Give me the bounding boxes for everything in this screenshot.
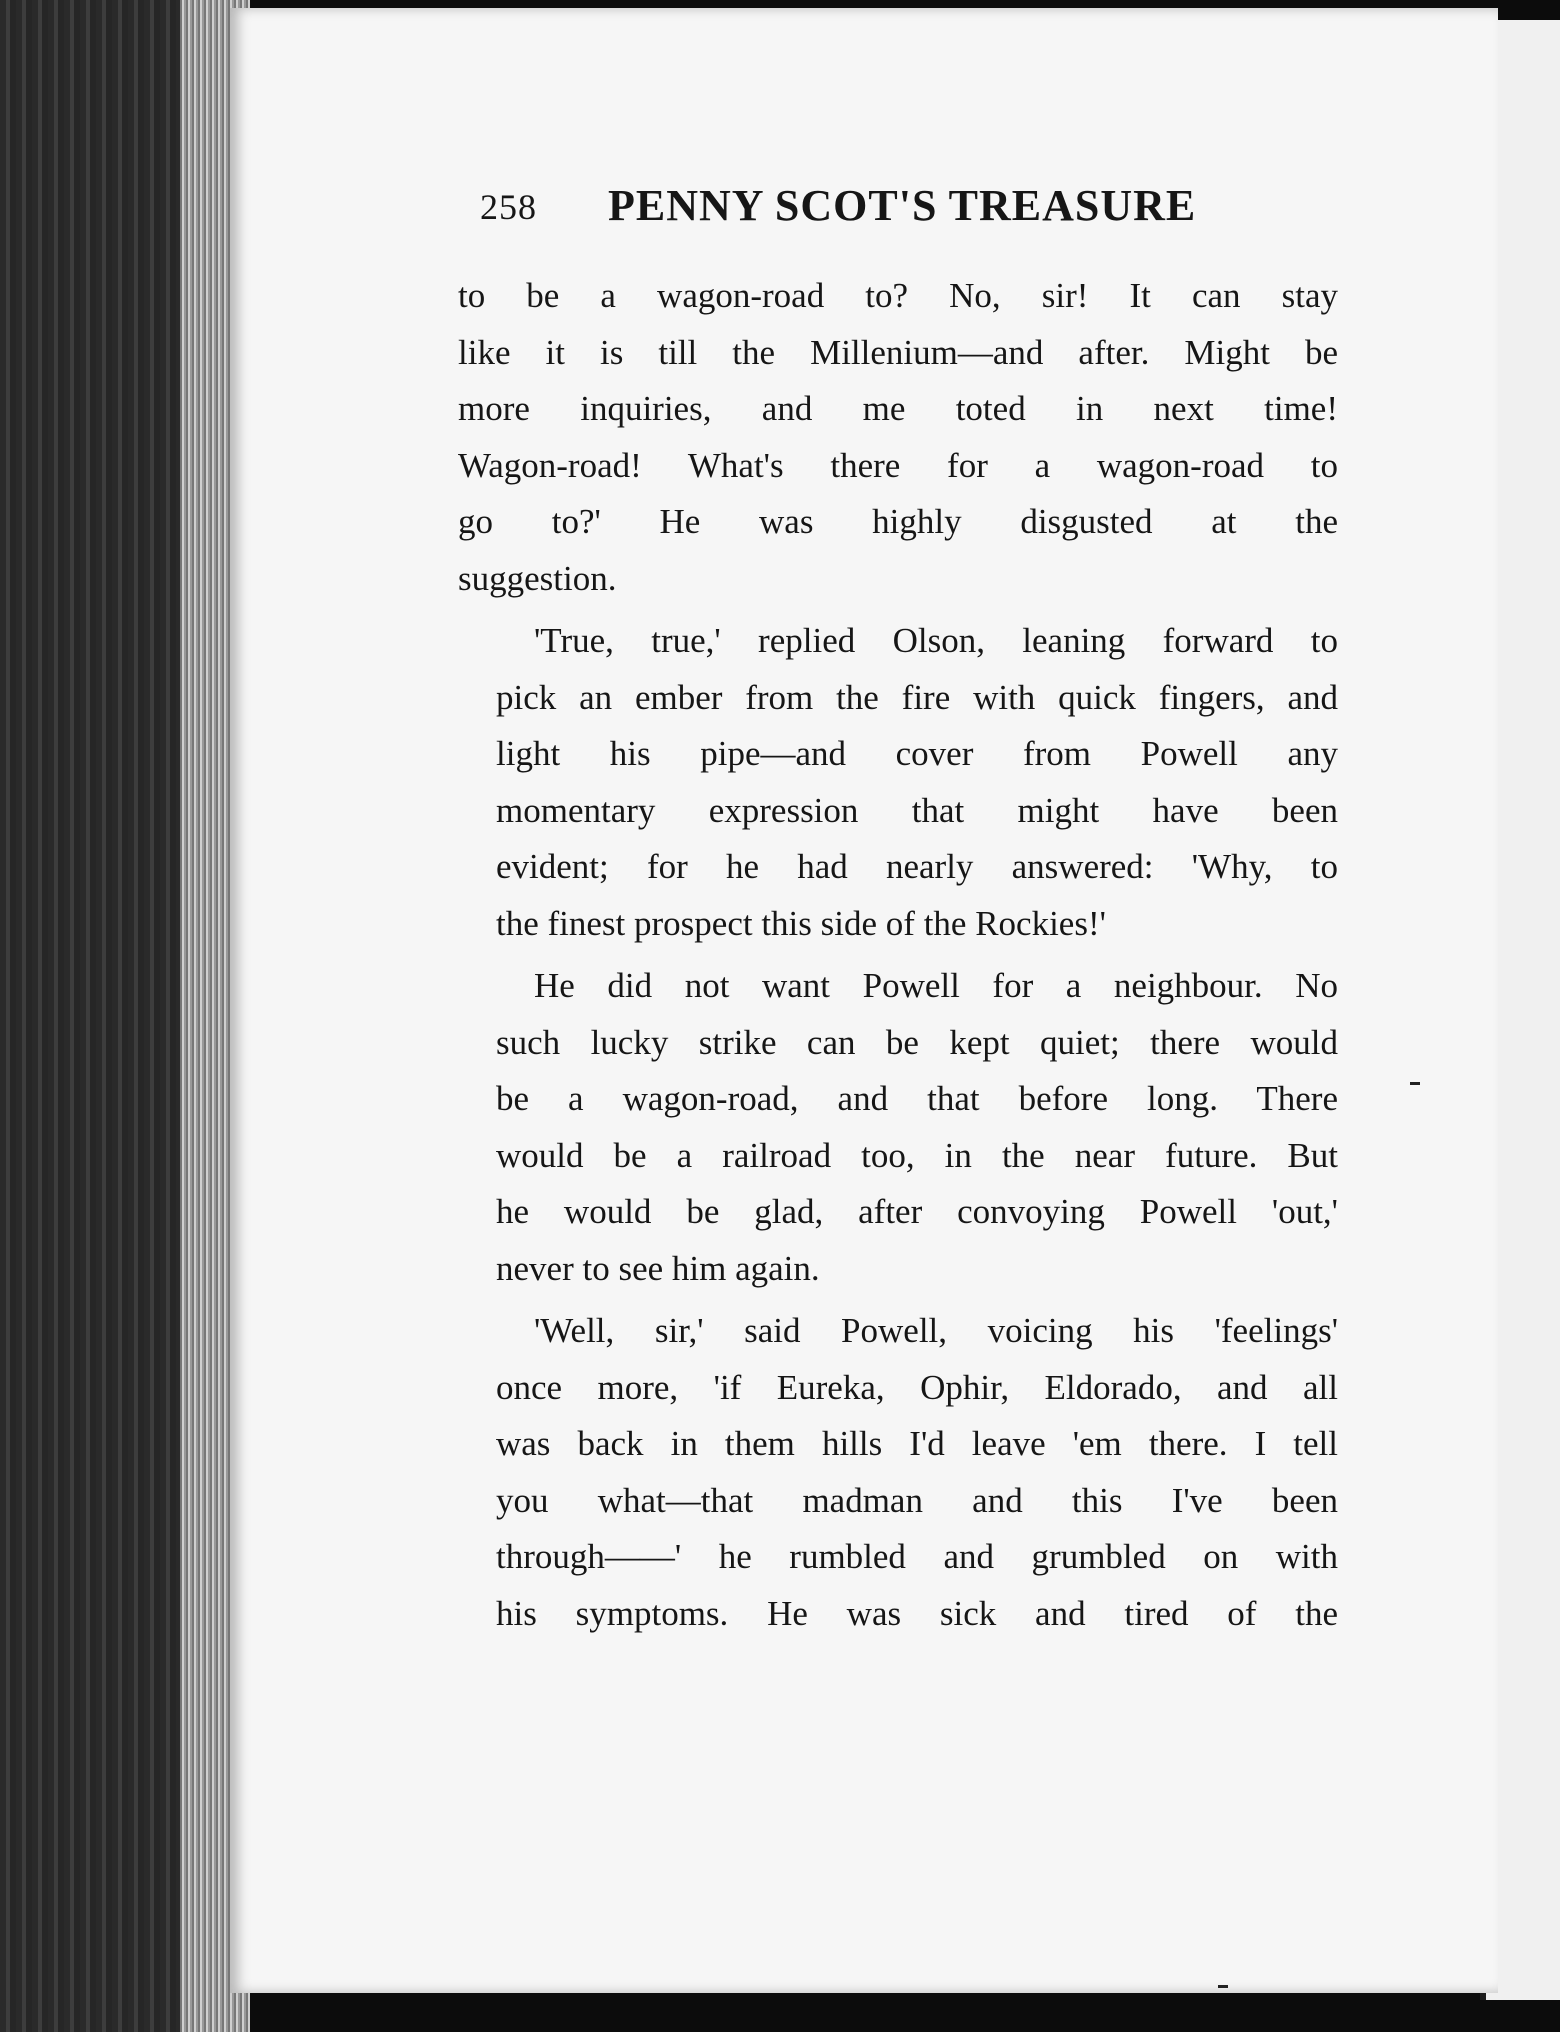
body-text	[458, 268, 1338, 1642]
text-line: suggestion.	[458, 558, 617, 598]
text-line: his symptoms. He was sick and tired of the	[496, 1593, 1338, 1633]
text-line: would be a railroad too, in the near future. But	[496, 1135, 1338, 1175]
text-line: he would be glad, after convoying Powell 'out,'	[496, 1192, 1338, 1231]
text-line: to be a wagon-road to? No, sir! It can stay	[458, 276, 1338, 315]
scan-speck	[1410, 1082, 1420, 1085]
text-line: momentary expression that might have been	[496, 790, 1338, 830]
text-line: He did not want Powell for a neighbour. No	[534, 966, 1338, 1005]
paragraph	[458, 1303, 1338, 1642]
running-header	[480, 180, 1220, 250]
text-line: Wagon-road! What's there for a wagon-road to	[458, 445, 1338, 485]
text-line: 'True, true,' replied Olson, leaning forward to	[534, 621, 1338, 660]
text-line: such lucky strike can be kept quiet; there would	[496, 1022, 1338, 1062]
text-line: pick an ember from the fire with quick fingers, and	[496, 677, 1338, 717]
text-line: like it is till the Millenium—and after. Might be	[458, 332, 1338, 372]
text-line: 'Well, sir,' said Powell, voicing his 'feelings'	[534, 1311, 1338, 1350]
text-line: light his pipe—and cover from Powell any	[496, 734, 1338, 773]
text-line: you what—that madman and this I've been	[496, 1480, 1338, 1520]
scan-speck	[1218, 1985, 1228, 1988]
text-line: be a wagon-road, and that before long. There	[496, 1079, 1338, 1118]
text-line: once more, 'if Eureka, Ophir, Eldorado, and all	[496, 1367, 1338, 1407]
text-line: was back in them hills I'd leave 'em there. I tell	[496, 1424, 1338, 1463]
text-line: the finest prospect this side of the Rockies!'	[496, 903, 1106, 943]
page-number: 258	[480, 187, 537, 227]
book-page-edges	[0, 0, 250, 2032]
paragraph	[458, 958, 1338, 1297]
text-line: go to?' He was highly disgusted at the	[458, 502, 1338, 541]
text-line: never to see him again.	[496, 1248, 820, 1288]
text-line: evident; for he had nearly answered: 'Why, to	[496, 847, 1338, 886]
paragraph	[458, 613, 1338, 952]
paragraph	[458, 268, 1338, 607]
text-line: through——' he rumbled and grumbled on with	[496, 1537, 1338, 1576]
running-title: PENNY SCOT'S TREASURE	[608, 181, 1197, 230]
text-line: more inquiries, and me toted in next time!	[458, 389, 1338, 428]
